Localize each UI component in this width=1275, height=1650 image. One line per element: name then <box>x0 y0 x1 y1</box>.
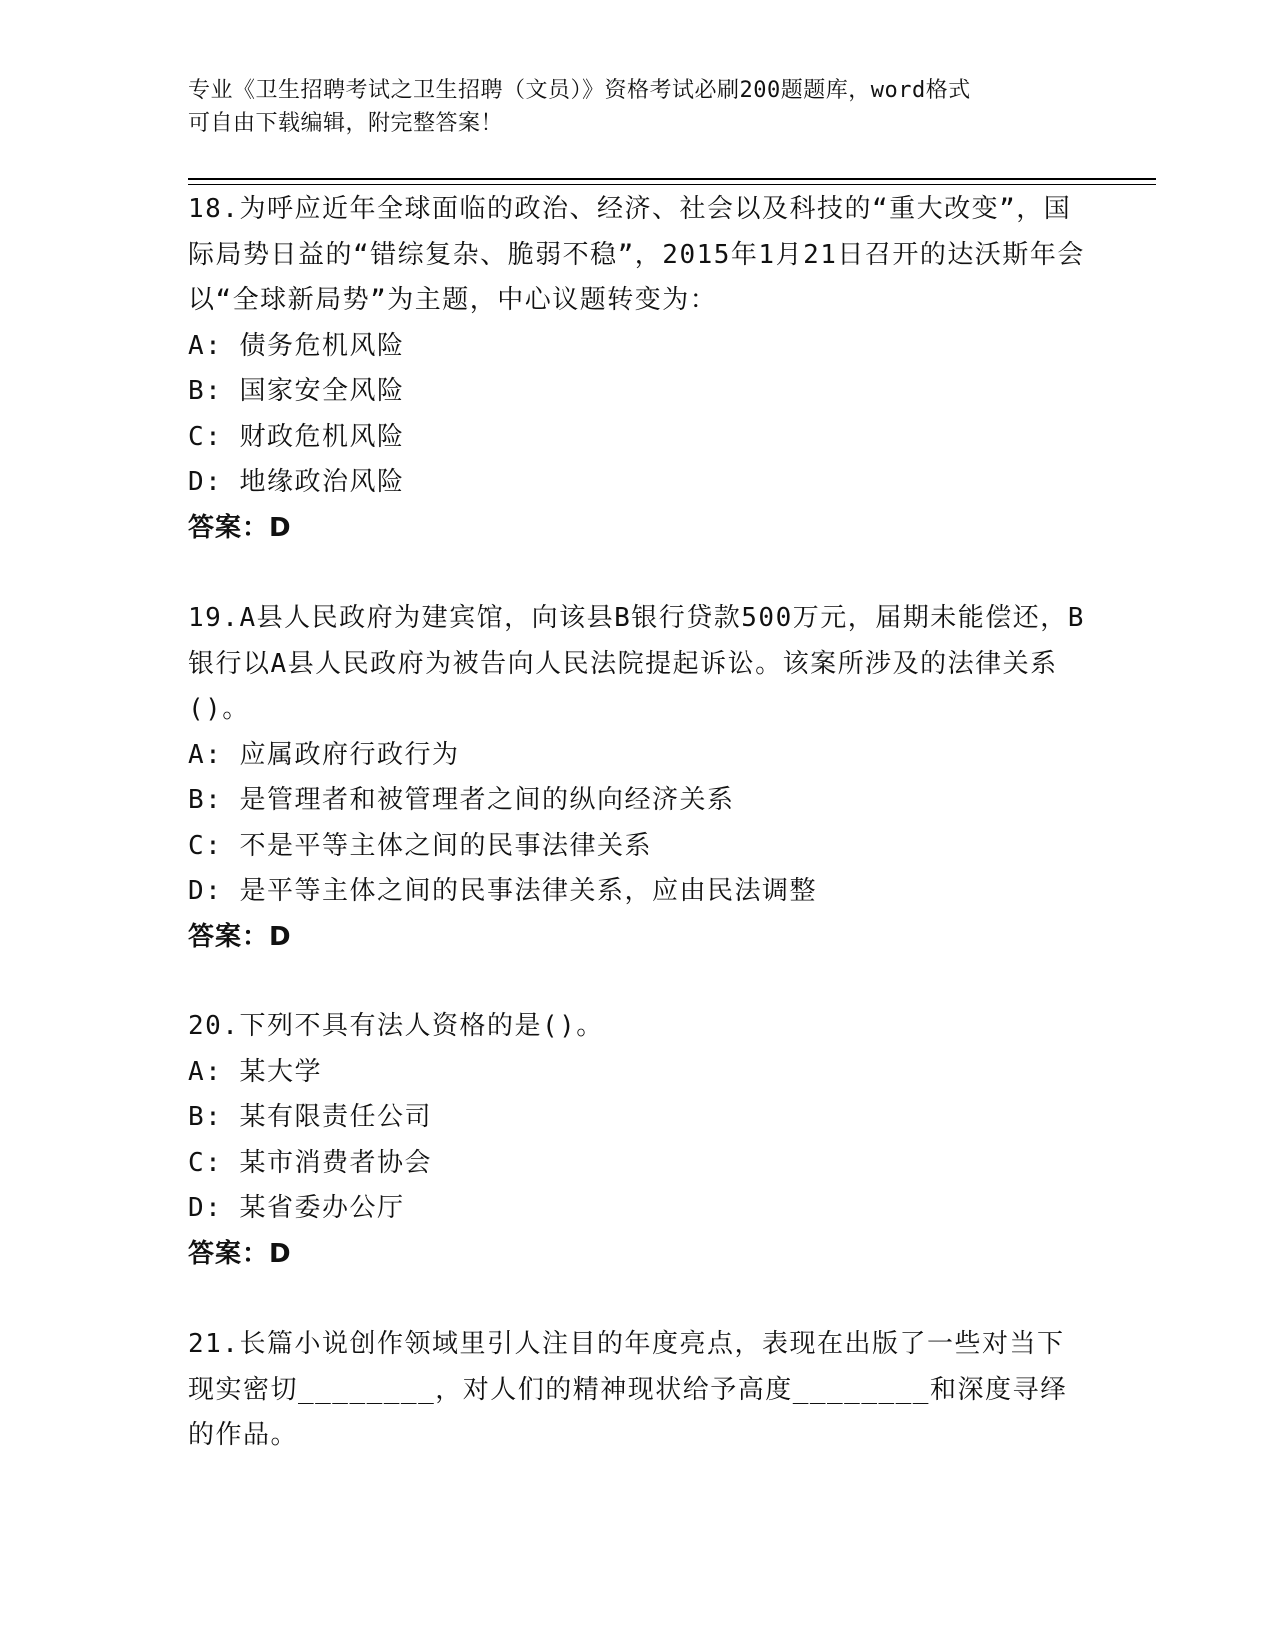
question-text: 19.A县人民政府为建宾馆，向该县B银行贷款500万元，届期未能偿还，B银行以A县人民政府为被告向人民法院提起诉讼。该案所涉及的法律关系()。 <box>188 603 1085 724</box>
question-20 <box>188 1004 1088 1277</box>
header-divider-thin <box>188 184 1156 185</box>
answer: 答案：D <box>188 1238 292 1269</box>
question-text: 18.为呼应近年全球面临的政治、经济、社会以及科技的“重大改变”，国际局势日益的“错综复杂、脆弱不稳”，2015年1月21日召开的达沃斯年会以“全球新局势”为主题，中心议题转变为： <box>188 194 1085 315</box>
option-a: A: 应属政府行政行为 <box>188 739 460 770</box>
option-a: A: 某大学 <box>188 1056 322 1087</box>
header-divider-thick <box>188 178 1156 180</box>
document-header <box>188 74 1088 140</box>
option-b: B: 是管理者和被管理者之间的纵向经济关系 <box>188 785 735 815</box>
option-b: B: 国家安全风险 <box>188 376 405 406</box>
option-d: D: 某省委办公厅 <box>188 1193 405 1223</box>
option-d: D: 是平等主体之间的民事法律关系，应由民法调整 <box>188 876 817 906</box>
option-c: C: 财政危机风险 <box>188 421 405 452</box>
question-18 <box>188 187 1088 551</box>
question-text: 21.长篇小说创作领域里引人注目的年度亮点，表现在出版了一些对当下现实密切________，对人们的精神现状给予高度________和深度寻绎的作品。 <box>188 1329 1068 1450</box>
option-d: D: 地缘政治风险 <box>188 467 405 497</box>
header-line-2: 可自由下载编辑，附完整答案！ <box>188 111 504 136</box>
option-a: A: 债务危机风险 <box>188 330 405 361</box>
question-21 <box>188 1322 1088 1459</box>
question-text: 20.下列不具有法人资格的是()。 <box>188 1011 604 1041</box>
option-c: C: 不是平等主体之间的民事法律关系 <box>188 830 652 861</box>
option-b: B: 某有限责任公司 <box>188 1102 432 1132</box>
header-line-1: 专业《卫生招聘考试之卫生招聘（文员）》资格考试必刷200题题库，word格式 <box>188 78 971 103</box>
answer: 答案：D <box>188 921 292 952</box>
answer: 答案：D <box>188 512 292 543</box>
option-c: C: 某市消费者协会 <box>188 1147 432 1178</box>
question-19 <box>188 596 1088 960</box>
